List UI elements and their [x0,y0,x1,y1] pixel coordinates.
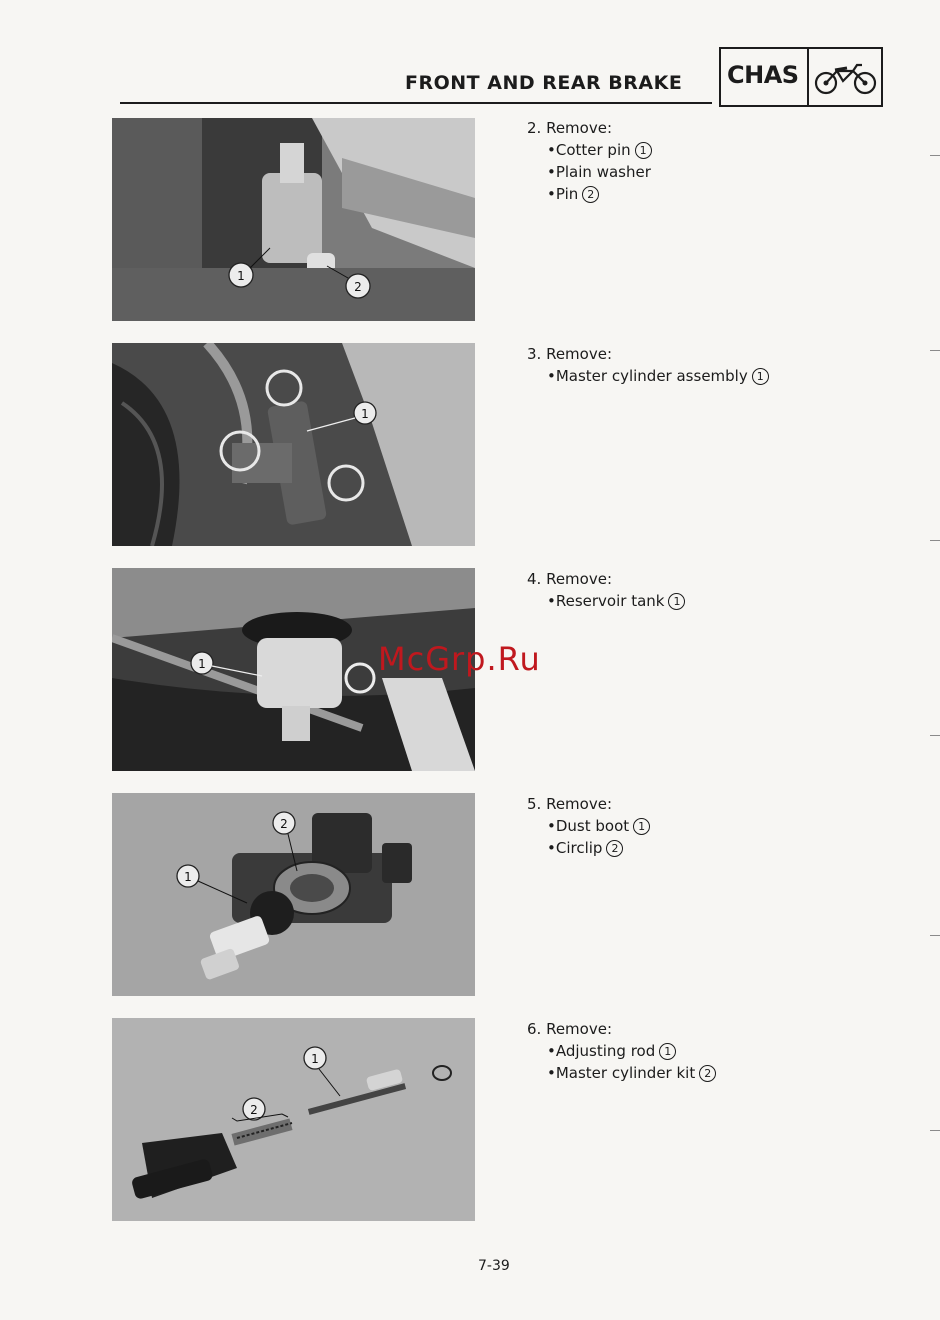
step-heading: 5. Remove: [527,795,613,813]
motorcycle-icon [813,61,879,101]
list-item [527,837,650,859]
header-rule [120,102,712,104]
step-3 [527,343,769,387]
callout-1: 1 [184,870,192,884]
callout-number: 1 [633,818,650,835]
edge-mark [930,935,940,936]
item-text: •Dust boot [547,817,630,835]
edge-mark [930,350,940,351]
callout-2: 2 [280,817,288,831]
callout-1: 1 [237,269,245,283]
list-item [527,161,652,183]
callout-number: 1 [668,593,685,610]
edge-mark [930,1130,940,1131]
callout-number: 2 [699,1065,716,1082]
page-number: 7-39 [478,1258,510,1274]
step-6 [527,1018,716,1084]
photo-cotter-pin [112,118,475,321]
step-4 [527,568,685,612]
item-text: •Pin [547,185,579,203]
list-item [527,365,769,387]
watermark: McGrp.Ru [378,640,541,678]
step-5 [527,793,650,859]
edge-mark [930,735,940,736]
callout-number: 1 [659,1043,676,1060]
list-item [527,1040,716,1062]
item-text: •Reservoir tank [547,592,665,610]
list-item [527,815,650,837]
item-text: •Adjusting rod [547,1042,656,1060]
edge-mark [930,155,940,156]
edge-mark [930,540,940,541]
callout-number: 1 [752,368,769,385]
page-title: FRONT AND REAR BRAKE [405,72,683,94]
callout-1: 1 [198,657,206,671]
callout-2: 2 [250,1103,258,1117]
callout-1: 1 [361,407,369,421]
callout-2: 2 [354,280,362,294]
list-item [527,183,652,205]
callout-number: 1 [635,142,652,159]
list-item [527,1062,716,1084]
list-item [527,139,652,161]
item-text: •Cotter pin [547,141,631,159]
photo-dust-boot-circlip [112,793,475,996]
list-item [527,590,685,612]
step-heading: 4. Remove: [527,570,613,588]
section-badge-label: CHAS [727,61,799,89]
photo-master-cylinder [112,343,475,546]
item-text: •Plain washer [547,163,651,181]
item-text: •Master cylinder kit [547,1064,696,1082]
item-text: •Circlip [547,839,603,857]
photo-adjusting-rod-kit [112,1018,475,1221]
badge-divider [807,49,809,105]
step-2 [527,117,652,205]
section-badge [719,47,883,107]
step-heading: 3. Remove: [527,345,613,363]
item-text: •Master cylinder assembly [547,367,748,385]
callout-number: 2 [606,840,623,857]
callout-number: 2 [582,186,599,203]
step-heading: 2. Remove: [527,119,613,137]
callout-1: 1 [311,1052,319,1066]
step-heading: 6. Remove: [527,1020,613,1038]
